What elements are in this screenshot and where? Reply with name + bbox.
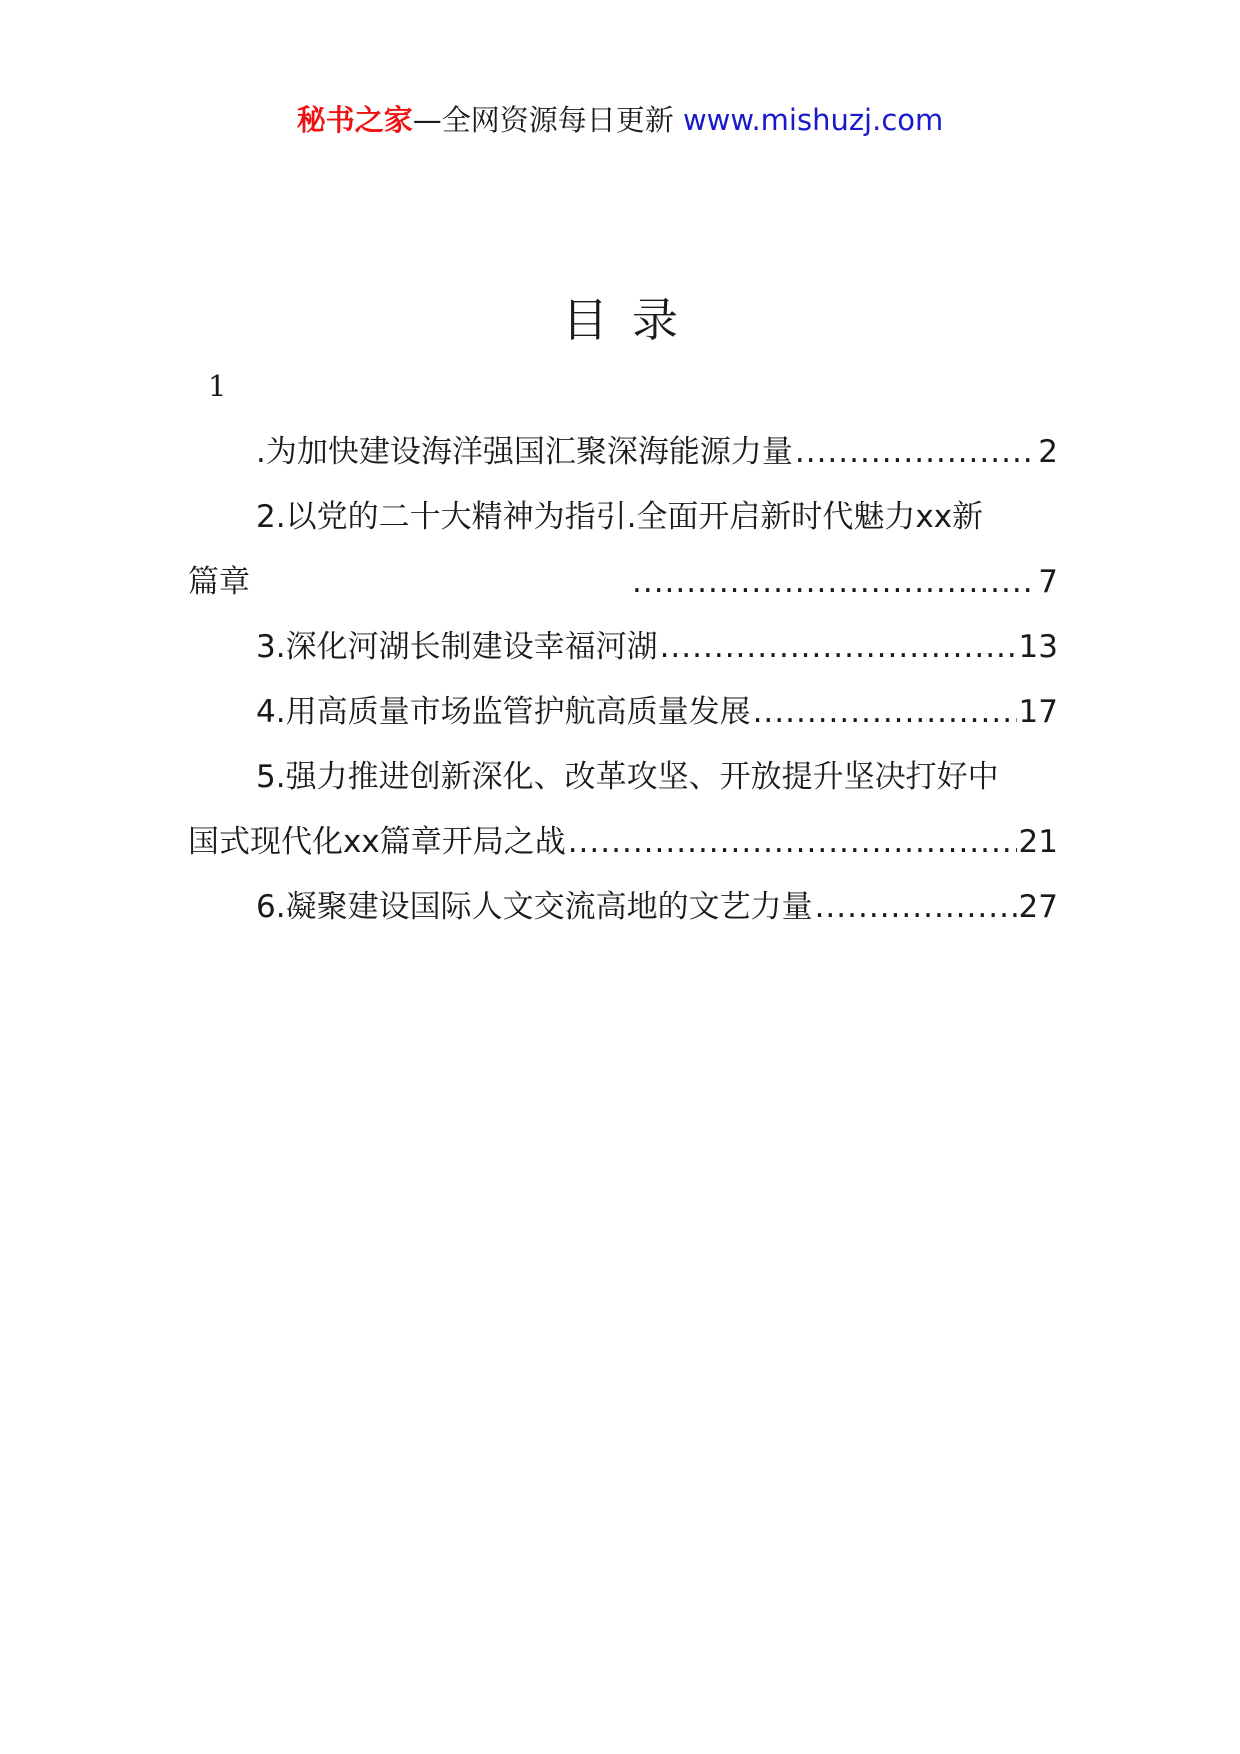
page-marker: 1 [208, 369, 227, 403]
table-of-contents [188, 420, 1058, 940]
toc-entry-page: 2 [1038, 434, 1058, 470]
toc-entry-title: 5.强力推进创新深化、改革攻坚、开放提升坚决打好中 [256, 759, 999, 795]
toc-entry-title: .为加快建设海洋强国汇聚深海能源力量 [256, 434, 793, 470]
toc-entry-page: 21 [1018, 824, 1058, 860]
toc-leader-dots [632, 550, 1036, 615]
toc-entry-page: 17 [1018, 694, 1058, 730]
site-tagline: —全网资源每日更新 [412, 103, 674, 137]
toc-entry[interactable] [188, 420, 1058, 485]
toc-leader-dots [795, 420, 1036, 485]
toc-entry-title: 2.以党的二十大精神为指引.全面开启新时代魅力xx新 [256, 499, 984, 535]
toc-leader-dots [660, 615, 1017, 680]
toc-entry-page: 7 [1038, 564, 1058, 600]
toc-leader-dots [815, 875, 1017, 940]
toc-entry-page: 13 [1018, 629, 1058, 665]
site-header [0, 100, 1240, 140]
toc-entry[interactable] [188, 875, 1058, 940]
page-title: 目录 [562, 293, 702, 347]
toc-entry-title-cont: 国式现代化xx篇章开局之战 [188, 824, 566, 860]
toc-entry[interactable] [188, 680, 1058, 745]
toc-entry[interactable] [188, 615, 1058, 680]
toc-entry-title-cont: 篇章 [188, 564, 250, 600]
toc-entry-title: 3.深化河湖长制建设幸福河湖 [256, 629, 658, 665]
toc-entry-page: 27 [1018, 889, 1058, 925]
toc-entry-title: 4.用高质量市场监管护航高质量发展 [256, 694, 751, 730]
toc-entry[interactable] [188, 745, 1058, 810]
toc-entry[interactable] [188, 485, 1058, 550]
toc-leader-dots [753, 680, 1017, 745]
toc-entry-title: 6.凝聚建设国际人文交流高地的文艺力量 [256, 889, 813, 925]
toc-entry-continuation[interactable] [188, 550, 1058, 615]
site-brand: 秘书之家 [296, 103, 413, 137]
site-url-link[interactable]: www.mishuzj.com [682, 103, 944, 137]
toc-leader-dots [568, 810, 1017, 875]
toc-entry-continuation[interactable] [188, 810, 1058, 875]
